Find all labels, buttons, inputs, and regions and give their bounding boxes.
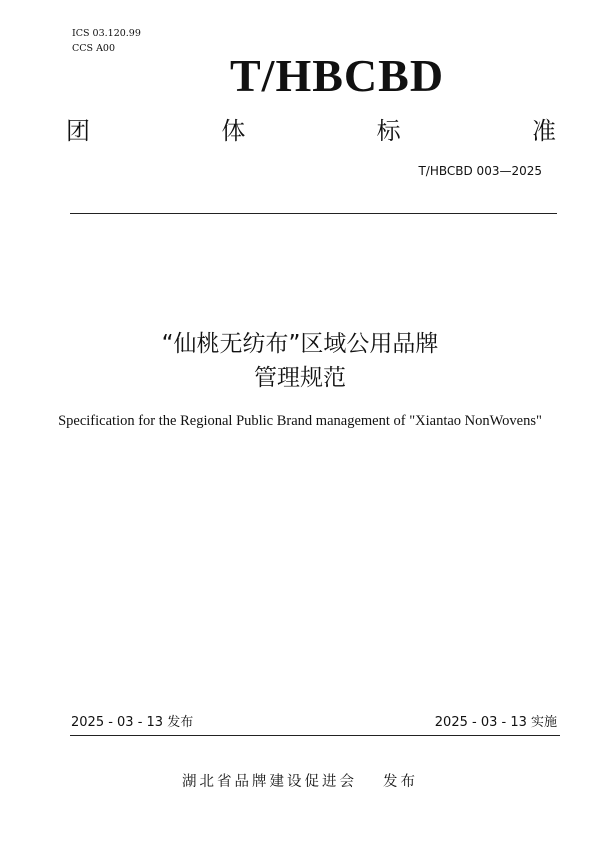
publish-date: 2025 - 03 - 13 发布 xyxy=(71,715,194,730)
standard-type-char: 标 xyxy=(376,117,401,145)
issuer-name: 湖北省品牌建设促进会 xyxy=(182,774,357,790)
standard-type-char: 体 xyxy=(221,117,246,145)
standard-number: T/HBCBD 003—2025 xyxy=(418,164,542,178)
footer-divider xyxy=(70,735,560,736)
classification-codes xyxy=(72,26,141,56)
implement-date: 2025 - 03 - 13 实施 xyxy=(434,715,557,730)
title-chinese-line-2: 管理规范 xyxy=(254,365,346,391)
issuing-organization xyxy=(0,772,600,792)
ics-code: ICS 03.120.99 xyxy=(72,28,141,39)
standard-type-char: 准 xyxy=(531,117,556,145)
title-chinese-line-1: “仙桃无纺布”区域公用品牌 xyxy=(161,331,439,357)
standard-type-char: 团 xyxy=(66,117,90,145)
issue-label: 发布 xyxy=(383,774,418,790)
standard-type-heading xyxy=(66,114,556,148)
organization-code: T/HBCBD xyxy=(230,50,445,101)
title-english: Specification for the Regional Public Brand management of "Xiantao NonWovens" xyxy=(58,413,542,429)
header-divider xyxy=(70,213,557,214)
ccs-code: CCS A00 xyxy=(72,43,116,54)
